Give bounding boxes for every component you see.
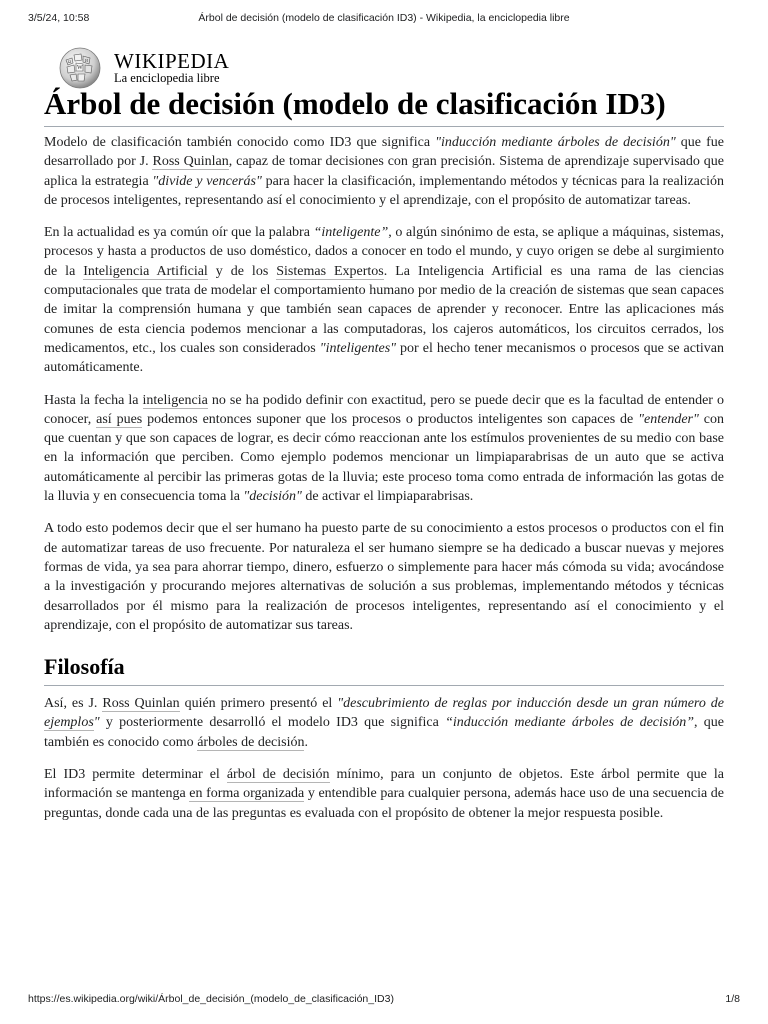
link-en-forma-organizada[interactable]: en forma organizada <box>189 786 305 802</box>
text-run: mínimo, para un conjunto de objetos. Este árbol permite que la información se mantenga <box>44 767 724 802</box>
text-run: para hacer la clasificación, implementando métodos y técnicas para la realización de procesos inteligentes, representando así el conocimiento y el aprendizaje, con el propósito de automatizar tareas. <box>44 173 724 208</box>
print-timestamp: 3/5/24, 10:58 <box>28 12 90 24</box>
quote-entender: "entender" <box>638 411 699 427</box>
intro-paragraph-3 <box>44 391 724 507</box>
link-ross-quinlan[interactable]: Ross Quinlan <box>102 696 180 712</box>
filosofia-paragraph-1 <box>44 694 724 752</box>
quote-induccion: "inducción mediante árboles de decisión" <box>435 135 676 150</box>
text-run: y de los <box>207 263 277 279</box>
text-run: El ID3 permite determinar el <box>44 767 227 783</box>
page-title: Árbol de decisión (modelo de clasificación ID3) <box>44 86 724 127</box>
text-run: con que cuentan y que son capaces de lograr, es decir cómo reaccionan ante los estímulos provenientes de su medio con base en la información que perciben. Como ejemplo podemos mencionar un limpiaparabrisas de un auto que se activa automáticamente al percibir las primeras gotas de la lluvia; este proceso toma como entrada de información las gotas de la lluvia y en consecuencia toma la <box>44 411 724 505</box>
link-arboles-de-decision[interactable]: árboles de decisión <box>197 734 305 750</box>
text-run: de activar el limpiaparabrisas. <box>301 489 474 505</box>
text-run: podemos entonces suponer que los procesos o productos inteligentes son capaces de <box>142 411 639 427</box>
text-run: Así, es J. <box>44 696 103 712</box>
wikipedia-globe-icon <box>58 46 102 90</box>
quote-inteligentes: "inteligentes" <box>319 340 397 356</box>
article-content <box>44 86 724 836</box>
text-run: . La Inteligencia Artificial es una rama de las ciencias computacionales que trata de modelar el comportamiento humano por medio de la creación de sistemas que sean capaces de imitar la comprensión humana y que también sean capaces de aprender y reconocer. Entre las aplicaciones más comunes de esta ciencia podemos mencionar a las computadoras, los cajeros automáticos, los circuitos cerrados, los medicamentos, etc., los cuales son considerados <box>44 263 724 356</box>
svg-text:И: И <box>85 58 88 63</box>
text-run: por el hecho tener mecanismos o procesos que se activan automáticamente. <box>44 340 724 376</box>
wikipedia-wordmark: WIKIPEDIA <box>114 49 230 73</box>
quote-induccion-2: “inducción mediante árboles de decisión” <box>445 715 695 731</box>
print-footer <box>28 993 740 1009</box>
link-inteligencia-artificial[interactable]: Inteligencia Artificial <box>83 263 208 279</box>
text-run: , que también es conocido como <box>44 715 725 750</box>
text-run: y entendible para cualquier persona, además hace uso de una secuencia de preguntas, donde cada una de las preguntas es evaluada con el propósito de obtener la mejor respuesta posible. <box>44 786 724 821</box>
intro-paragraph-1 <box>44 133 724 210</box>
quote-decision: "decisión" <box>243 489 302 505</box>
text-run: y posteriormente desarrolló el modelo ID3 que significa <box>99 715 446 731</box>
print-url: https://es.wikipedia.org/wiki/Árbol_de_decisión_(modelo_de_clasificación_ID3) <box>28 993 394 1005</box>
link-ross-quinlan[interactable]: Ross Quinlan <box>152 154 229 170</box>
print-page-title: Árbol de decisión (modelo de clasificación ID3) - Wikipedia, la enciclopedia libre <box>198 12 570 24</box>
quote-inteligente: “inteligente” <box>313 225 389 241</box>
svg-text:W: W <box>77 65 83 71</box>
text-run: Hasta la fecha la <box>44 392 143 408</box>
text-run: quién primero presentó el <box>179 696 338 712</box>
text-run: En la actualidad es ya común oír que la palabra <box>44 225 314 241</box>
text-run: . <box>304 734 308 750</box>
print-header <box>28 12 740 28</box>
section-heading-filosofia: Filosofía <box>44 653 724 686</box>
print-page-number: 1/8 <box>725 993 740 1005</box>
intro-paragraph-4: A todo esto podemos decir que el ser humano ha puesto parte de su conocimiento a estos procesos o productos con el fin de automatizar tareas de uso frecuente. Por naturaleza el ser humano siempre se ha dedicado a buscar nuevas y mejores formas de vida, ya sea para ahorrar tiempo, dinero, esfuerzo o simplemente para hacer más cómoda su vida; avocándose a la investigación y procurando mejores alternativas de solución a sus problemas, implementando métodos y técnicas desarrollados por él mismo para la realización de procesos inteligentes, representando así el conocimiento y el aprendizaje, con el propósito de automatizar sus tareas. <box>44 521 724 633</box>
wikipedia-tagline: La enciclopedia libre <box>114 71 220 85</box>
intro-paragraph-2 <box>44 223 724 377</box>
quote-divide-venceras: "divide y vencerás" <box>152 173 262 189</box>
link-inteligencia[interactable]: inteligencia <box>142 392 208 408</box>
text-run: no se ha podido definir con exactitud, pero se puede decir que es la facultad de entender o conocer, <box>44 392 724 427</box>
text-run: , capaz de tomar decisiones con gran precisión. Sistema de aprendizaje supervisado que aplica la estrategia <box>44 154 724 189</box>
text-run: que fue desarrollado por J. <box>44 135 724 170</box>
link-arbol-de-decision[interactable]: árbol de decisión <box>226 767 330 783</box>
link-ejemplos[interactable]: ejemplos <box>44 715 94 731</box>
filosofia-paragraph-2 <box>44 765 724 823</box>
link-sistemas-expertos[interactable]: Sistemas Expertos <box>276 263 384 279</box>
text-run: , o algún sinónimo de esta, se aplique a máquinas, sistemas, procesos y hasta a productos de uso doméstico, dados a conocer en todo el mundo, y cuyo origen se debe al surgimiento de la <box>44 225 724 279</box>
text-run: Modelo de clasificación también conocido como ID3 que significa <box>44 135 436 150</box>
link-asi-pues[interactable]: así pues <box>96 411 143 427</box>
quote-close: " <box>93 715 100 731</box>
quote-descubrimiento: "descubrimiento de reglas por inducción desde un gran número de <box>337 696 725 712</box>
svg-text:Ω: Ω <box>68 59 71 64</box>
